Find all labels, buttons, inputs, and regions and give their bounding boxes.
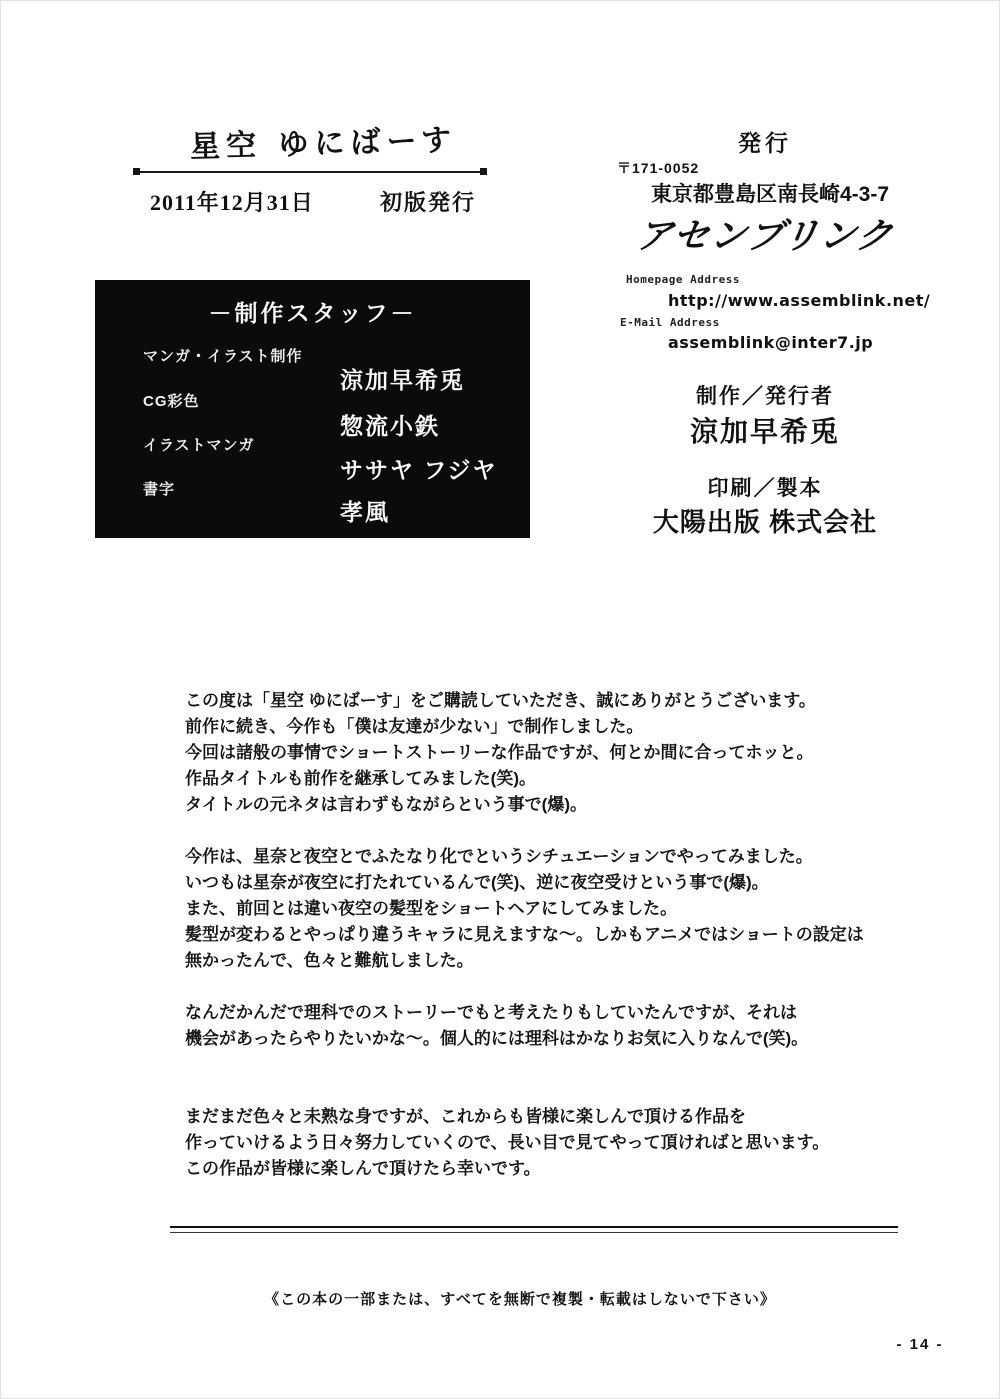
copyright-notice: 《この本の一部または、すべてを無断で複製・転載はしないで下さい》	[264, 1292, 776, 1308]
afterword-line: 髪型が変わるとやっぱり違うキャラに見えますな〜。しかもアニメではショートの設定は	[185, 925, 864, 944]
publisher-heading: 発行	[738, 131, 792, 156]
afterword-line: また、前回とは違い夜空の髪型をショートヘアにしてみました。	[185, 899, 678, 918]
staff-name: 孝風	[340, 499, 390, 525]
title-divider-rule	[135, 171, 485, 173]
staff-name: 涼加早希兎	[340, 367, 465, 393]
afterword-line: 無かったんで、色々と難航しました。	[185, 951, 474, 970]
afterword-line: 機会があったらやりたいかな〜。個人的には理科はかなりお気に入りなんで(笑)。	[185, 1029, 809, 1048]
producer-name: 涼加早希兎	[689, 416, 840, 447]
footer-divider-rule	[170, 1226, 898, 1233]
producer-heading: 制作／発行者	[696, 384, 834, 408]
homepage-address-label: Homepage Address	[626, 273, 740, 286]
staff-name: 惣流小鉄	[340, 413, 440, 439]
staff-role: マンガ・イラスト制作	[143, 348, 303, 365]
afterword-line: まだまだ色々と未熟な身ですが、これからも皆様に楽しんで頂ける作品を	[185, 1107, 746, 1126]
afterword-line: 作品タイトルも前作を継承してみました(笑)。	[185, 769, 536, 788]
afterword-line: この作品が皆様に楽しんで頂けたら幸いです。	[185, 1159, 541, 1178]
afterword-text	[185, 688, 905, 1208]
staff-role: CG彩色	[143, 393, 200, 410]
publisher-logo: アセンブリンク	[633, 215, 896, 256]
afterword-paragraph	[185, 688, 905, 818]
afterword-paragraph	[185, 1000, 905, 1052]
staff-role: 書字	[143, 481, 176, 498]
email-address: assemblink@inter7.jp	[668, 333, 874, 352]
staff-name: ササヤ フジヤ	[340, 457, 498, 483]
afterword-line: いつもは星奈が夜空に打たれているんで(笑)、逆に夜空受けという事で(爆)。	[185, 873, 769, 892]
staff-role: イラストマンガ	[143, 437, 255, 454]
staff-heading: －制作スタッフ－	[208, 300, 417, 326]
edition-label: 初版発行	[380, 190, 477, 215]
postal-code: 〒171-0052	[617, 160, 700, 176]
email-address-label: E-Mail Address	[620, 316, 720, 329]
afterword-paragraph	[185, 844, 905, 974]
afterword-line: 今作は、星奈と夜空とでふたなり化でというシチュエーションでやってみました。	[185, 847, 813, 866]
book-title: 星空 ゆにばーす	[189, 122, 458, 165]
afterword-paragraph	[185, 1104, 905, 1182]
publisher-address: 東京都豊島区南長崎4-3-7	[650, 183, 890, 206]
afterword-line: この度は「星空 ゆにばーす」をご購読していただき、誠にありがとうございます。	[185, 691, 816, 710]
afterword-line: タイトルの元ネタは言わずもながらという事で(爆)。	[185, 795, 587, 814]
printing-heading: 印刷／製本	[707, 476, 823, 500]
printing-company: 大陽出版 株式会社	[652, 507, 878, 537]
afterword-line: 今回は諸般の事情でショートストーリーな作品ですが、何とか間に合ってホッと。	[185, 743, 814, 762]
page-number: - 14 -	[896, 1336, 944, 1353]
afterword-line: なんだかんだで理科でのストーリーでもと考えたりもしていたんですが、それは	[185, 1003, 797, 1022]
afterword-line: 作っていけるよう日々努力していくので、長い目で見てやって頂ければと思います。	[185, 1133, 830, 1152]
publication-date: 2011年12月31日	[150, 190, 314, 215]
homepage-url: http://www.assemblink.net/	[668, 291, 931, 310]
afterword-line: 前作に続き、今作も「僕は友達が少ない」で制作しました。	[185, 717, 644, 736]
staff-credits-box	[95, 280, 530, 538]
